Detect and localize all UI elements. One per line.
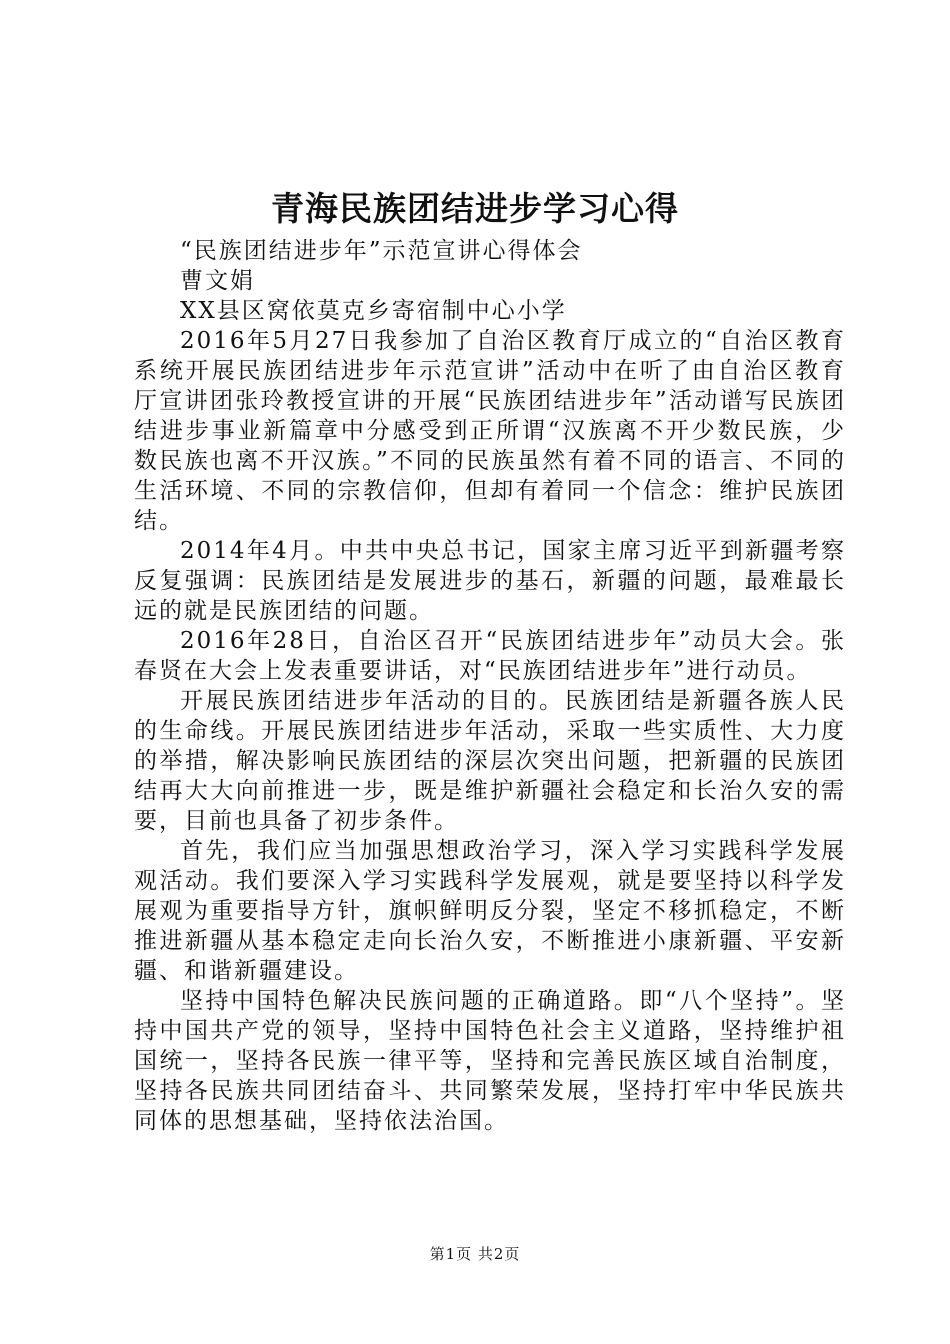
document-title: 青海民族团结进步学习心得	[271, 189, 679, 228]
document-body	[134, 236, 846, 1136]
paragraph-school: XX县区窝依莫克乡寄宿制中心小学	[180, 298, 567, 324]
paragraph: 2016年5月27日我参加了自治区教育厅成立的“自治区教育系统开展民族团结进步年示范宣讲”活动中在听了由自治区教育厅宣讲团张玲教授宣讲的开展“民族团结进步年”活动谱写民族团结进步事业新篇章中分感受到正所谓“汉族离不开少数民族，少数民族也离不开汉族。”不同的民族虽然有着不同的语言、不同的生活环境、不同的宗教信仰，但却有着同一个信念：维护民族团结。	[134, 328, 846, 534]
paragraph-author: 曹文娟	[180, 268, 255, 294]
paragraph: 坚持中国特色解决民族问题的正确道路。即“八个坚持”。坚持中国共产党的领导，坚持中国特色社会主义道路，坚持维护祖国统一，坚持各民族一律平等，坚持和完善民族区域自治制度，坚持各民族共同团结奋斗、共同繁荣发展，坚持打牢中华民族共同体的思想基础，坚持依法治国。	[134, 988, 846, 1134]
paragraph: 2016年28日，自治区召开“民族团结进步年”动员大会。张春贤在大会上发表重要讲话，对“民族团结进步年”进行动员。	[134, 628, 846, 684]
paragraph: 2014年4月。中共中央总书记，国家主席习近平到新疆考察反复强调：民族团结是发展进步的基石，新疆的问题，最难最长远的就是民族团结的问题。	[134, 538, 846, 624]
page-footer: 第1页 共2页	[429, 1245, 521, 1263]
paragraph: 开展民族团结进步年活动的目的。民族团结是新疆各族人民的生命线。开展民族团结进步年活动，采取一些实质性、大力度的举措，解决影响民族团结的深层次突出问题，把新疆的民族团结再大大向前推进一步，既是维护新疆社会稳定和长治久安的需要，目前也具备了初步条件。	[134, 688, 846, 834]
paragraph: 首先，我们应当加强思想政治学习，深入学习实践科学发展观活动。我们要深入学习实践科学发展观，就是要坚持以科学发展观为重要指导方针，旗帜鲜明反分裂，坚定不移抓稳定，不断推进新疆从基本稳定走向长治久安，不断推进小康新疆、平安新疆、和谐新疆建设。	[134, 838, 846, 984]
paragraph-subtitle: “民族团结进步年”示范宣讲心得体会	[180, 238, 583, 264]
